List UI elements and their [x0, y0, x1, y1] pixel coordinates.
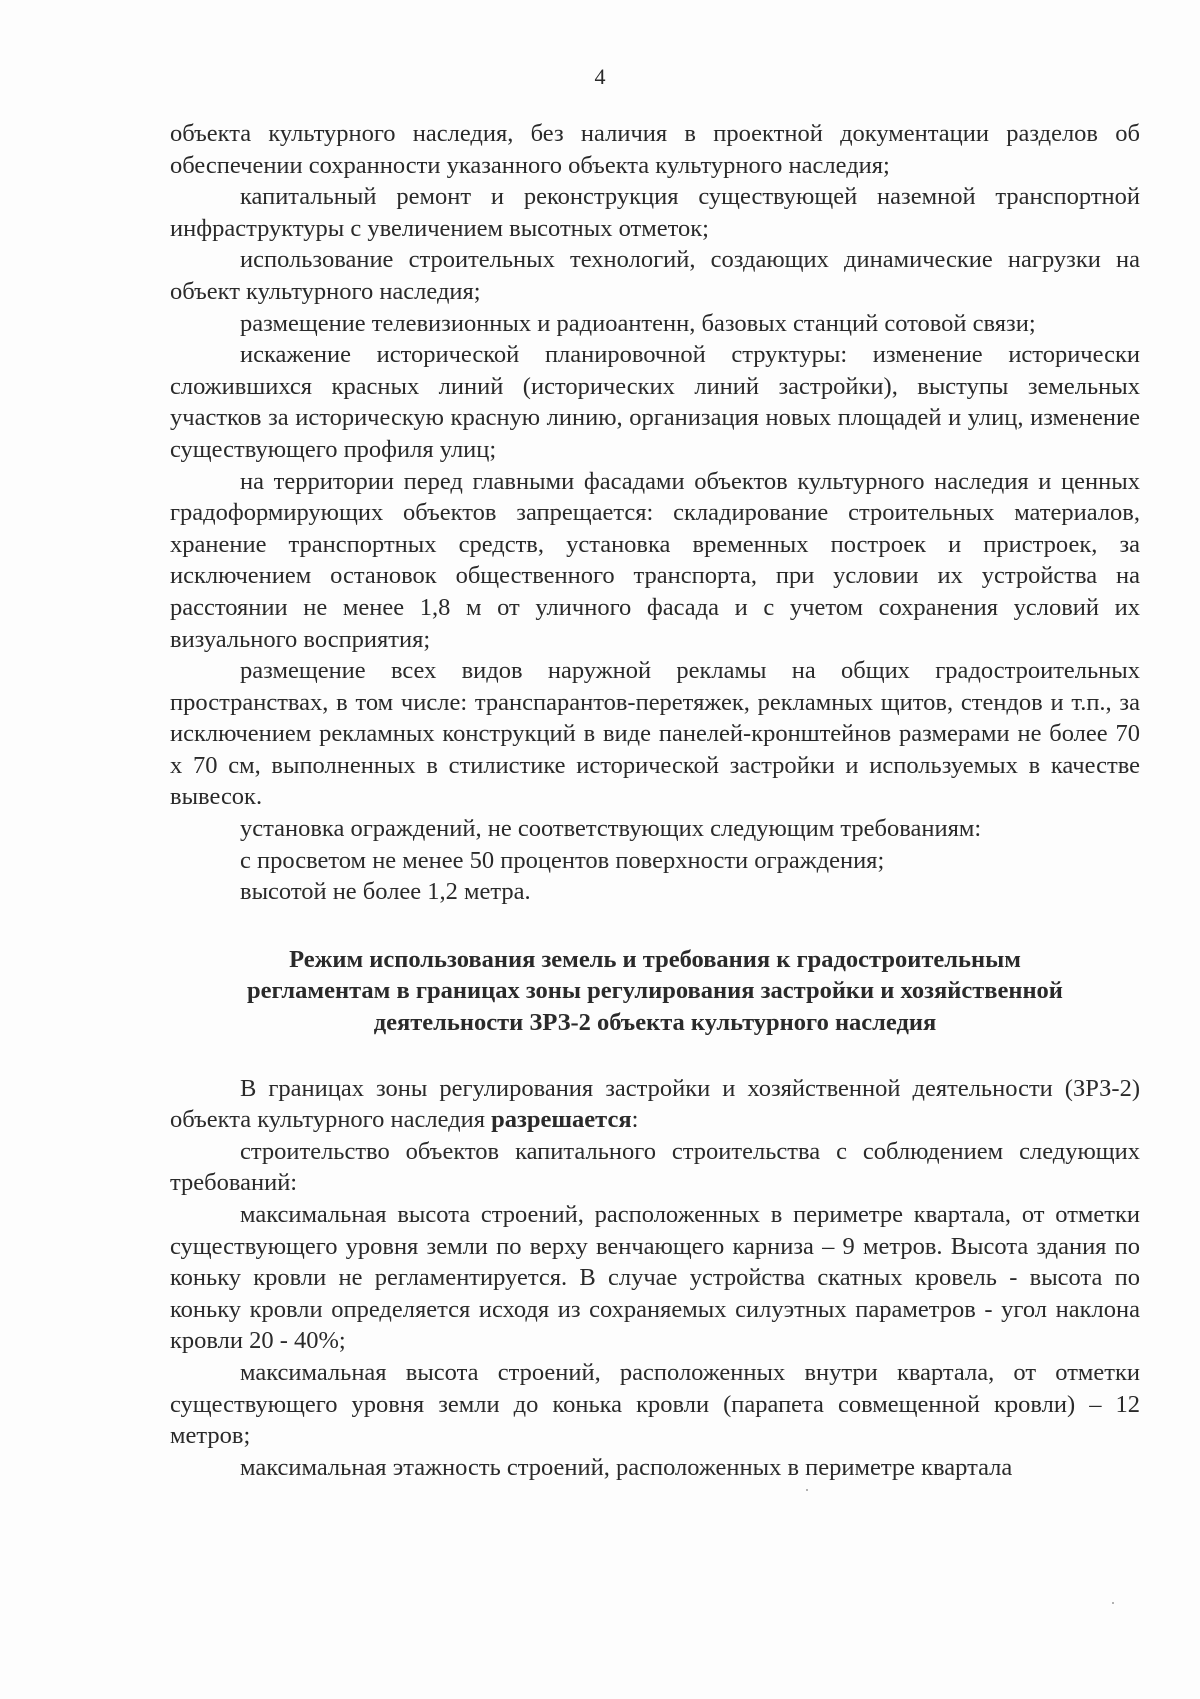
paragraph-antennas: размещение телевизионных и радиоантенн, базовых станций сотовой связи;: [240, 309, 1036, 337]
paragraph-planning-structure: искажение исторической планировочной структуры: изменение исторически сложившихся красных линий (исторических линий застройки), выступы земельных участков за историческую красную линию, организация новых площадей и улиц, изменение существующего профиля улиц;: [170, 341, 1140, 463]
paragraph-intro: [170, 1073, 1140, 1136]
paragraph-construction: строительство объектов капитального строительства с соблюдением следующих требований:: [170, 1137, 1140, 1197]
scan-speck: [806, 1489, 808, 1491]
section-heading-line: деятельности ЗРЗ-2 объекта культурного наследия: [373, 1009, 937, 1037]
paragraph-advertising: размещение всех видов наружной рекламы на общих градостроительных пространствах, в том числе: транспарантов-перетяжек, рекламных щитов, стендов и т.п., за исключением рекламных конструкций в виде панелей-кронштейнов размерами не более 70 х 70 см, выполненных в стилистике исторической застройки и используемых в качестве вывесок.: [170, 657, 1140, 811]
paragraph-fence-clearance: с просветом не менее 50 процентов поверхности ограждения;: [240, 846, 885, 874]
paragraph-fence-height: высотой не более 1,2 метра.: [240, 878, 531, 906]
section-heading: [170, 944, 1140, 1039]
paragraph-perimeter-height: максимальная высота строений, расположенных в периметре квартала, от отметки существующего уровня земли по верху венчающего карниза – 9 метров. Высота здания по коньку кровли не регламентируется. В случае устройства скатных кровель - высота по коньку кровли определяется исходя из сохраняемых силуэтных параметров - угол наклона кровли 20 - 40%;: [170, 1201, 1140, 1355]
paragraph-continuation: объекта культурного наследия, без наличия в проектной документации разделов об обеспечении сохранности указанного объекта культурного наследия;: [170, 120, 1140, 179]
section-heading-line: регламентам в границах зоны регулирования застройки и хозяйственной: [247, 977, 1063, 1005]
section-heading-line: Режим использования земель и требования к градостроительным: [289, 945, 1021, 973]
paragraph-transport-repair: капитальный ремонт и реконструкция существующей наземной транспортной инфраструктуры с увеличением высотных отметок;: [170, 183, 1140, 242]
paragraph-facade-territory: на территории перед главными фасадами объектов культурного наследия и ценных градоформирующих объектов запрещается: складирование строительных материалов, хранение транспортных средств, установка временных построек и пристроек, за исключением остановок общественного транспорта, при условии их устройства на расстоянии не менее 1,8 м от уличного фасада и с учетом сохранения условий их визуального восприятия;: [170, 467, 1140, 653]
intro-text: В границах зоны регулирования застройки и хозяйственной деятельности (ЗРЗ-2) объекта культурного наследия: [170, 1074, 1140, 1134]
intro-tail: :: [631, 1106, 639, 1134]
paragraph-dynamic-loads: использование строительных технологий, создающих динамические нагрузки на объект культурного наследия;: [170, 246, 1140, 305]
scan-speck: [1112, 1602, 1114, 1604]
paragraph-perimeter-floors: максимальная этажность строений, расположенных в периметре квартала: [240, 1453, 1013, 1481]
page-number: 4: [594, 64, 606, 89]
intro-bold-word: разрешается: [491, 1106, 632, 1134]
paragraph-fences: установка ограждений, не соответствующих следующим требованиям:: [240, 815, 982, 843]
document-body: [170, 118, 1140, 1483]
paragraph-inner-height: максимальная высота строений, расположенных внутри квартала, от отметки существующего уровня земли до конька кровли (парапета совмещенной кровли) – 12 метров;: [170, 1358, 1140, 1450]
